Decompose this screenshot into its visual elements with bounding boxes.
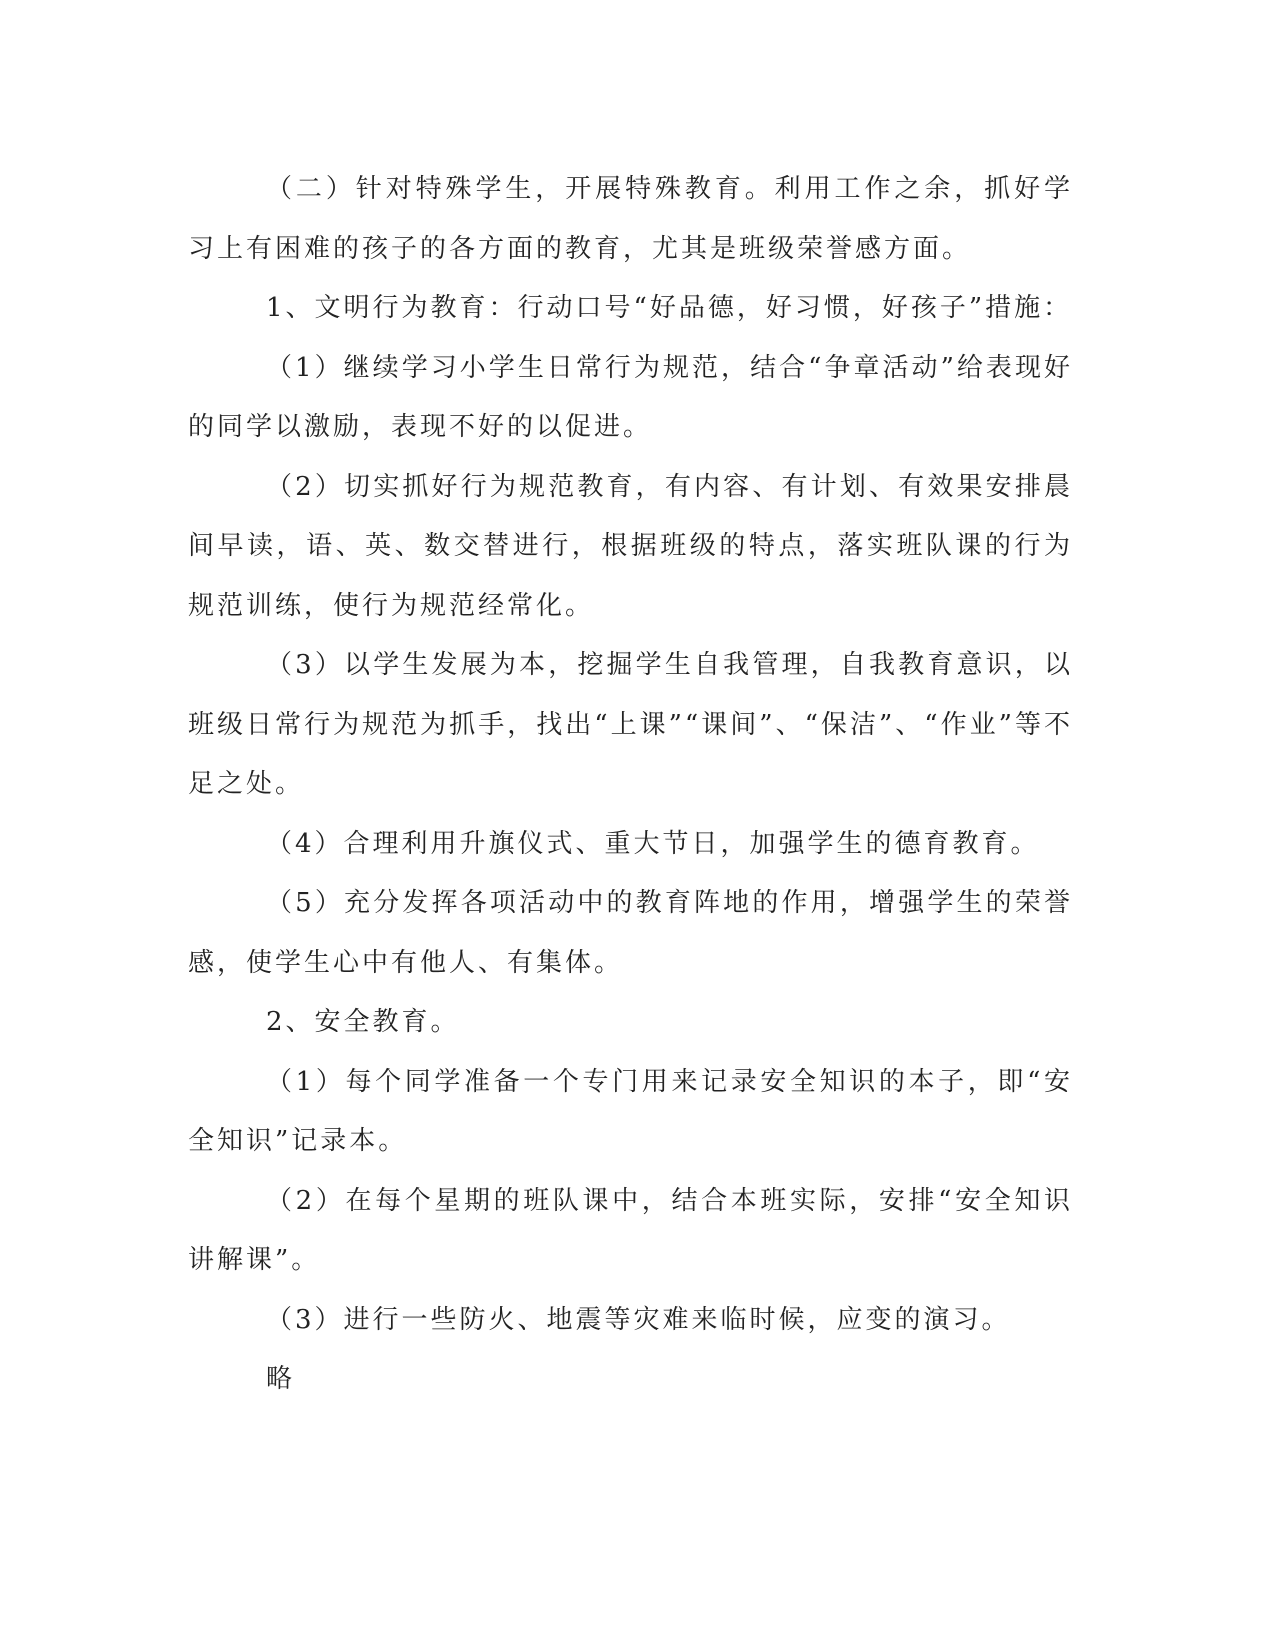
paragraph-ending: 略 [266, 1364, 296, 1394]
document-body [188, 160, 1073, 1410]
paragraph-civilized-behavior: 1、文明行为教育：行动口号“好品德，好习惯，好孩子”措施： [266, 293, 1073, 323]
paragraph-safety-item-2: （2）在每个星期的班队课中，结合本班实际，安排“安全知识讲解课”。 [188, 1185, 1073, 1275]
paragraph-behavior-item-2: （2）切实抓好行为规范教育，有内容、有计划、有效果安排晨间早读，语、英、数交替进行，根据班级的特点，落实班队课的行为规范训练，使行为规范经常化。 [188, 471, 1073, 621]
paragraph-safety-education: 2、安全教育。 [266, 1007, 460, 1037]
paragraph-special-education: （二）针对特殊学生，开展特殊教育。利用工作之余，抓好学习上有困难的孩子的各方面的教育，尤其是班级荣誉感方面。 [188, 174, 1073, 264]
paragraph-safety-item-3: （3）进行一些防火、地震等灾难来临时候，应变的演习。 [266, 1304, 1011, 1335]
paragraph-behavior-item-1: （1）继续学习小学生日常行为规范，结合“争章活动”给表现好的同学以激励，表现不好的以促进。 [188, 352, 1073, 442]
paragraph-behavior-item-5: （5）充分发挥各项活动中的教育阵地的作用，增强学生的荣誉感，使学生心中有他人、有集体。 [188, 888, 1073, 978]
paragraph-behavior-item-3: （3）以学生发展为本，挖掘学生自我管理，自我教育意识，以班级日常行为规范为抓手，找出“上课”“课间”、“保洁”、“作业”等不足之处。 [188, 650, 1073, 799]
paragraph-safety-item-1: （1）每个同学准备一个专门用来记录安全知识的本子，即“安全知识”记录本。 [188, 1066, 1073, 1156]
paragraph-behavior-item-4: （4）合理利用升旗仪式、重大节日，加强学生的德育教育。 [266, 828, 1040, 859]
